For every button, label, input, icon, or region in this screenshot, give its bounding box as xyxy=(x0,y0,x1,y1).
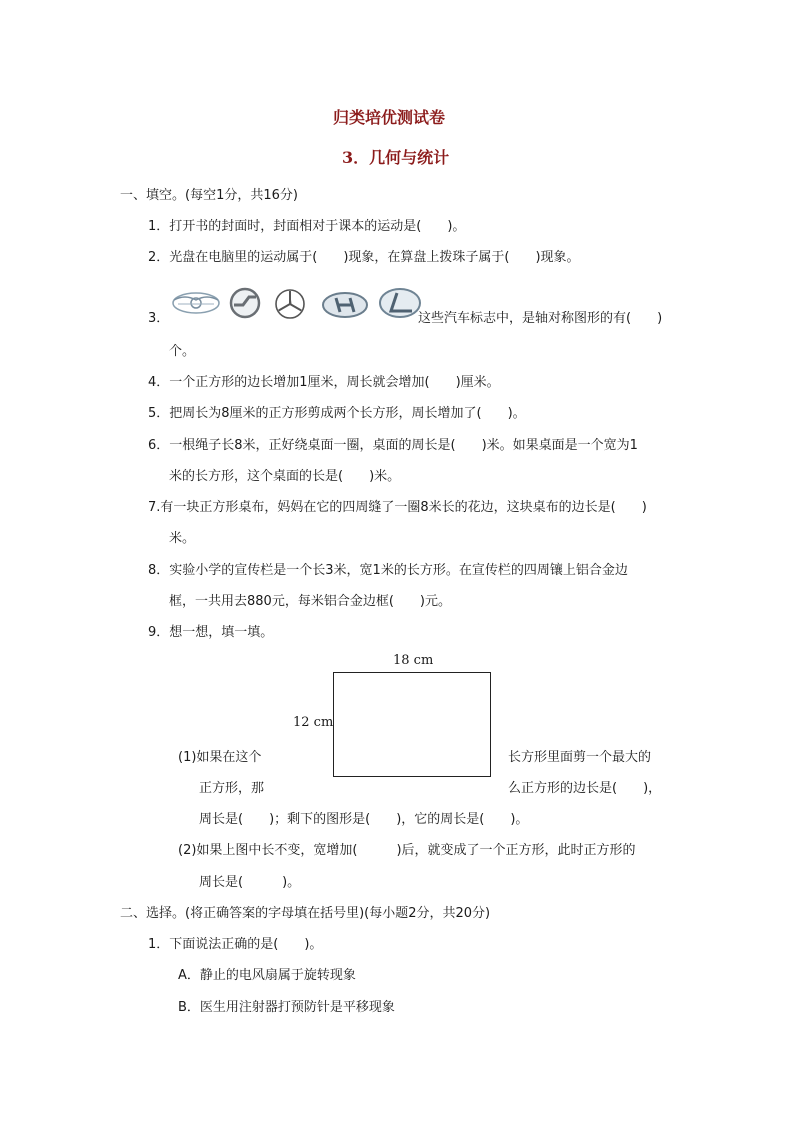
question-6-line-2: 米的长方形，这个桌面的长是( )米。 xyxy=(169,469,401,484)
question-7-line-1: 7.有一块正方形桌布，妈妈在它的四周缝了一圈8米长的花边，这块桌布的边长是( ) xyxy=(148,500,647,515)
question-9: 9．想一想，填一填。 xyxy=(148,625,274,640)
page-title: 归类培优测试卷 xyxy=(333,108,446,127)
question-9-2b: 周长是( )。 xyxy=(199,875,301,890)
mercedes-logo-icon xyxy=(274,288,306,320)
section-2-heading: 二、选择。(将正确答案的字母填在括号里)(每小题2分，共20分) xyxy=(120,906,491,921)
section-1-heading: 一、填空。(每空1分，共16分) xyxy=(120,188,298,203)
question-5: 5．把周长为8厘米的正方形剪成两个长方形，周长增加了( )。 xyxy=(148,406,526,421)
winged-logo-icon xyxy=(170,288,222,318)
question-9-1b-left: 正方形，那 xyxy=(199,781,265,796)
choice-question-1: 1．下面说法正确的是( )。 xyxy=(148,937,323,952)
figure-width-label: 18 cm xyxy=(393,653,434,668)
question-9-1c: 周长是( )；剩下的图形是( )，它的周长是( )。 xyxy=(199,812,529,827)
question-3-number: 3． xyxy=(148,311,170,326)
question-7-line-2: 米。 xyxy=(169,531,196,546)
question-8-line-2: 框，一共用去880元，每米铝合金边框( )元。 xyxy=(169,594,451,609)
question-9-1-right: 长方形里面剪一个最大的 xyxy=(508,750,652,765)
question-9-1-left: (1)如果在这个 xyxy=(178,750,262,765)
question-4: 4．一个正方形的边长增加1厘米，周长就会增加( )厘米。 xyxy=(148,375,500,390)
question-3-text: 这些汽车标志中，是轴对称图形的有( ) xyxy=(418,311,663,326)
choice-option-b: B．医生用注射器打预防针是平移现象 xyxy=(178,1000,395,1015)
question-3-continuation: 个。 xyxy=(169,344,196,359)
rectangle-figure xyxy=(333,672,491,777)
question-9-2: (2)如果上图中长不变，宽增加( )后，就变成了一个正方形，此时正方形的 xyxy=(178,843,636,858)
question-8-line-1: 8．实验小学的宣传栏是一个长3米，宽1米的长方形。在宣传栏的四周镶上铝合金边 xyxy=(148,563,628,578)
hyundai-logo-icon xyxy=(320,290,370,320)
question-2: 2．光盘在电脑里的运动属于( )现象，在算盘上拨珠子属于( )现象。 xyxy=(148,250,580,265)
figure-height-label: 12 cm xyxy=(293,715,334,730)
question-6-line-1: 6．一根绳子长8米，正好绕桌面一圈，桌面的周长是( )米。如果桌面是一个宽为1 xyxy=(148,438,638,453)
page-subtitle: 3．几何与统计 xyxy=(342,148,450,167)
question-9-1b-right: 么正方形的边长是( )， xyxy=(508,781,662,796)
lexus-logo-icon xyxy=(378,286,422,320)
choice-option-a: A．静止的电风扇属于旋转现象 xyxy=(178,968,356,983)
question-1: 1．打开书的封面时，封面相对于课本的运动是( )。 xyxy=(148,219,466,234)
opel-logo-icon xyxy=(228,286,262,320)
